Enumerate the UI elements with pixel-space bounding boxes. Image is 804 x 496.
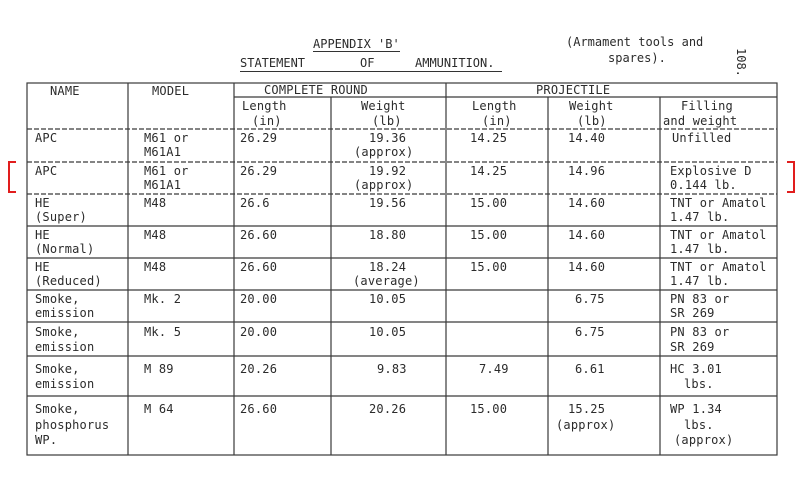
cell-cr-length: 26.29: [240, 131, 278, 145]
cell-name: WP.: [35, 433, 58, 447]
cell-filling: 1.47 lb.: [670, 242, 730, 256]
cell-model: M61 or: [144, 131, 189, 145]
cell-filling: 1.47 lb.: [670, 274, 730, 288]
cell-filling: TNT or Amatol: [670, 260, 767, 274]
header-model: MODEL: [152, 84, 190, 98]
appendix-title: APPENDIX 'B': [313, 37, 400, 51]
cell-model: M 64: [144, 402, 174, 416]
cell-cr-length: 26.29: [240, 164, 278, 178]
cell-name: (Reduced): [35, 274, 102, 288]
cell-model: M48: [144, 260, 167, 274]
cell-name: phosphorus: [35, 418, 110, 432]
cell-cr-weight: 20.26: [369, 402, 407, 416]
cell-cr-weight: (approx): [354, 145, 414, 159]
cell-pr-length: 15.00: [470, 402, 508, 416]
cell-filling: lbs.: [684, 377, 714, 391]
cell-cr-weight: (approx): [354, 178, 414, 192]
header-name: NAME: [50, 84, 80, 98]
cell-name: emission: [35, 306, 95, 320]
cell-model: M61 or: [144, 164, 189, 178]
header-complete-round: COMPLETE ROUND: [264, 83, 368, 97]
cell-pr-weight: 14.40: [568, 131, 606, 145]
cell-name: HE: [35, 228, 50, 242]
cell-filling: HC 3.01: [670, 362, 722, 376]
note-line-2: spares).: [608, 51, 666, 65]
cell-filling: SR 269: [670, 306, 715, 320]
cell-model: M48: [144, 228, 167, 242]
cell-pr-weight: 6.75: [575, 325, 605, 339]
cell-pr-weight: 15.25: [568, 402, 606, 416]
cell-pr-length: 15.00: [470, 260, 508, 274]
cell-pr-weight: 14.60: [568, 260, 606, 274]
cell-name: emission: [35, 377, 95, 391]
selection-bracket-left: [8, 161, 16, 193]
cell-model: M61A1: [144, 145, 182, 159]
cell-name: (Super): [35, 210, 87, 224]
cell-filling: TNT or Amatol: [670, 196, 767, 210]
cell-name: Smoke,: [35, 402, 80, 416]
header-filling-unit: and weight: [663, 114, 738, 128]
cell-pr-length: 15.00: [470, 228, 508, 242]
header-cr-weight: Weight: [361, 99, 406, 113]
cell-pr-length: 15.00: [470, 196, 508, 210]
cell-pr-length: 14.25: [470, 164, 508, 178]
header-pr-length-unit: (in): [482, 114, 512, 128]
header-cr-weight-unit: (lb): [372, 114, 402, 128]
cell-cr-length: 26.60: [240, 260, 278, 274]
cell-cr-weight: 19.92: [369, 164, 407, 178]
cell-name: emission: [35, 340, 95, 354]
cell-cr-weight: 18.80: [369, 228, 407, 242]
cell-filling: PN 83 or: [670, 292, 730, 306]
cell-cr-weight: (average): [353, 274, 420, 288]
cell-filling: lbs.: [684, 418, 714, 432]
cell-cr-weight: 10.05: [369, 292, 407, 306]
cell-name: Smoke,: [35, 362, 80, 376]
cell-pr-weight: 6.75: [575, 292, 605, 306]
cell-cr-weight: 18.24: [369, 260, 407, 274]
cell-filling: SR 269: [670, 340, 715, 354]
statement-word-3: AMMUNITION.: [415, 56, 495, 70]
cell-model: M61A1: [144, 178, 182, 192]
cell-model: M48: [144, 196, 167, 210]
cell-filling: Unfilled: [672, 131, 732, 145]
cell-cr-weight: 10.05: [369, 325, 407, 339]
cell-cr-weight: 9.83: [377, 362, 407, 376]
cell-filling: (approx): [674, 433, 734, 447]
cell-pr-weight: 14.60: [568, 228, 606, 242]
cell-name: HE: [35, 260, 50, 274]
cell-model: Mk. 5: [144, 325, 182, 339]
cell-name: Smoke,: [35, 325, 80, 339]
cell-filling: PN 83 or: [670, 325, 730, 339]
header-filling: Filling: [681, 99, 733, 113]
header-pr-weight-unit: (lb): [577, 114, 607, 128]
cell-filling: 1.47 lb.: [670, 210, 730, 224]
cell-pr-weight: 6.61: [575, 362, 605, 376]
cell-model: M 89: [144, 362, 174, 376]
cell-cr-length: 26.60: [240, 228, 278, 242]
header-cr-length: Length: [242, 99, 287, 113]
cell-filling: WP 1.34: [670, 402, 722, 416]
cell-pr-length: 14.25: [470, 131, 508, 145]
header-cr-length-unit: (in): [252, 114, 282, 128]
selection-bracket-right: [787, 161, 795, 193]
cell-model: Mk. 2: [144, 292, 182, 306]
header-pr-length: Length: [472, 99, 517, 113]
cell-name: Smoke,: [35, 292, 80, 306]
cell-pr-weight: 14.60: [568, 196, 606, 210]
statement-word-2: OF: [360, 56, 375, 70]
note-line-1: (Armament tools and: [566, 35, 704, 49]
cell-name: APC: [35, 164, 58, 178]
header-pr-weight: Weight: [569, 99, 614, 113]
header-projectile: PROJECTILE: [536, 83, 611, 97]
cell-name: (Normal): [35, 242, 95, 256]
cell-name: HE: [35, 196, 50, 210]
cell-filling: TNT or Amatol: [670, 228, 767, 242]
cell-pr-weight: 14.96: [568, 164, 606, 178]
cell-cr-length: 20.00: [240, 292, 278, 306]
cell-cr-weight: 19.56: [369, 196, 407, 210]
cell-name: APC: [35, 131, 58, 145]
statement-word-1: STATEMENT: [240, 56, 306, 70]
page-number: 108.: [734, 48, 748, 77]
cell-pr-length: 7.49: [479, 362, 509, 376]
cell-cr-length: 26.6: [240, 196, 270, 210]
cell-cr-weight: 19.36: [369, 131, 407, 145]
cell-cr-length: 26.60: [240, 402, 278, 416]
cell-cr-length: 20.26: [240, 362, 278, 376]
cell-filling: Explosive D: [670, 164, 752, 178]
cell-pr-weight: (approx): [556, 418, 616, 432]
cell-filling: 0.144 lb.: [670, 178, 737, 192]
cell-cr-length: 20.00: [240, 325, 278, 339]
